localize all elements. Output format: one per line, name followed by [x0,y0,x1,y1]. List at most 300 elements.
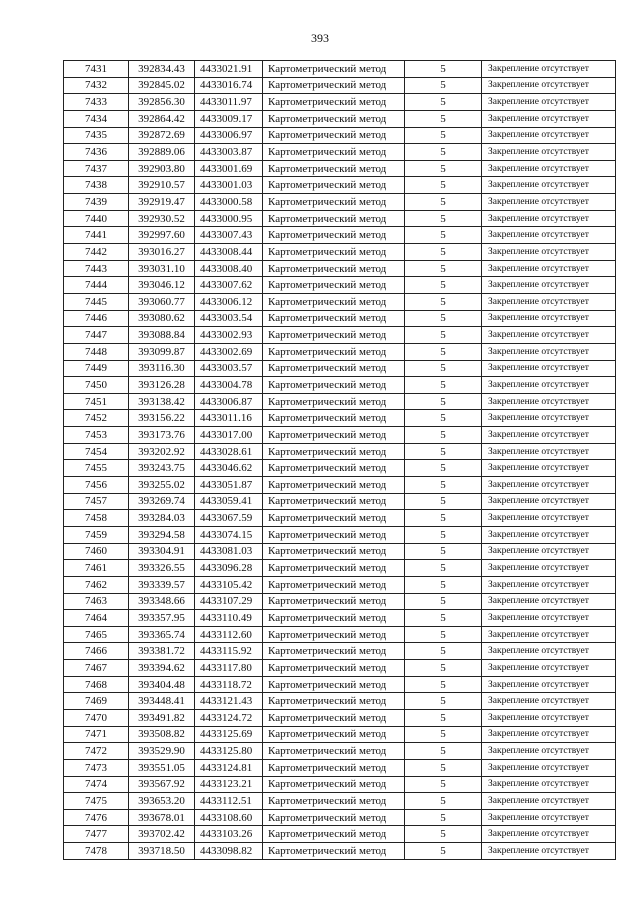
point-number-cell: 7466 [64,643,129,660]
x-coordinate-cell: 393060.77 [129,293,195,310]
method-cell: Картометрический метод [263,610,405,627]
method-cell: Картометрический метод [263,427,405,444]
point-number-cell: 7462 [64,576,129,593]
x-coordinate-cell: 393031.10 [129,260,195,277]
method-cell: Картометрический метод [263,709,405,726]
x-coordinate-cell: 392856.30 [129,94,195,111]
point-number-cell: 7475 [64,793,129,810]
fixation-cell: Закрепление отсутствует [482,410,616,427]
x-coordinate-cell: 393551.05 [129,759,195,776]
x-coordinate-cell: 392930.52 [129,210,195,227]
accuracy-cell: 5 [405,776,482,793]
y-coordinate-cell: 4433006.97 [195,127,263,144]
method-cell: Картометрический метод [263,477,405,494]
y-coordinate-cell: 4433124.72 [195,709,263,726]
x-coordinate-cell: 393156.22 [129,410,195,427]
point-number-cell: 7457 [64,493,129,510]
x-coordinate-cell: 393116.30 [129,360,195,377]
point-number-cell: 7477 [64,826,129,843]
point-number-cell: 7432 [64,77,129,94]
fixation-cell: Закрепление отсутствует [482,177,616,194]
y-coordinate-cell: 4433108.60 [195,809,263,826]
accuracy-cell: 5 [405,809,482,826]
y-coordinate-cell: 4433103.26 [195,826,263,843]
x-coordinate-cell: 393394.62 [129,660,195,677]
point-number-cell: 7472 [64,743,129,760]
accuracy-cell: 5 [405,393,482,410]
accuracy-cell: 5 [405,310,482,327]
point-number-cell: 7463 [64,593,129,610]
y-coordinate-cell: 4433004.78 [195,377,263,394]
table-row [64,77,616,94]
accuracy-cell: 5 [405,643,482,660]
point-number-cell: 7441 [64,227,129,244]
method-cell: Картометрический метод [263,110,405,127]
table-row [64,560,616,577]
y-coordinate-cell: 4433008.44 [195,244,263,261]
method-cell: Картометрический метод [263,393,405,410]
y-coordinate-cell: 4433112.51 [195,793,263,810]
point-number-cell: 7469 [64,693,129,710]
fixation-cell: Закрепление отсутствует [482,626,616,643]
point-number-cell: 7451 [64,393,129,410]
method-cell: Картометрический метод [263,360,405,377]
accuracy-cell: 5 [405,660,482,677]
method-cell: Картометрический метод [263,543,405,560]
y-coordinate-cell: 4433123.21 [195,776,263,793]
x-coordinate-cell: 393718.50 [129,843,195,860]
table-row [64,709,616,726]
point-number-cell: 7431 [64,61,129,78]
fixation-cell: Закрепление отсутствует [482,493,616,510]
accuracy-cell: 5 [405,194,482,211]
y-coordinate-cell: 4433028.61 [195,443,263,460]
method-cell: Картометрический метод [263,327,405,344]
accuracy-cell: 5 [405,793,482,810]
fixation-cell: Закрепление отсутствует [482,759,616,776]
accuracy-cell: 5 [405,244,482,261]
method-cell: Картометрический метод [263,77,405,94]
y-coordinate-cell: 4433118.72 [195,676,263,693]
x-coordinate-cell: 392889.06 [129,144,195,161]
fixation-cell: Закрепление отсутствует [482,343,616,360]
x-coordinate-cell: 393381.72 [129,643,195,660]
table-row [64,793,616,810]
accuracy-cell: 5 [405,610,482,627]
point-number-cell: 7440 [64,210,129,227]
method-cell: Картометрический метод [263,776,405,793]
point-number-cell: 7453 [64,427,129,444]
method-cell: Картометрический метод [263,443,405,460]
y-coordinate-cell: 4433008.40 [195,260,263,277]
point-number-cell: 7476 [64,809,129,826]
fixation-cell: Закрепление отсутствует [482,593,616,610]
y-coordinate-cell: 4433021.91 [195,61,263,78]
y-coordinate-cell: 4433059.41 [195,493,263,510]
x-coordinate-cell: 393080.62 [129,310,195,327]
table-row [64,277,616,294]
y-coordinate-cell: 4433016.74 [195,77,263,94]
accuracy-cell: 5 [405,726,482,743]
method-cell: Картометрический метод [263,726,405,743]
fixation-cell: Закрепление отсутствует [482,660,616,677]
table-row [64,759,616,776]
y-coordinate-cell: 4433007.43 [195,227,263,244]
x-coordinate-cell: 393269.74 [129,493,195,510]
table-row [64,610,616,627]
fixation-cell: Закрепление отсутствует [482,793,616,810]
point-number-cell: 7433 [64,94,129,111]
method-cell: Картометрический метод [263,343,405,360]
accuracy-cell: 5 [405,377,482,394]
fixation-cell: Закрепление отсутствует [482,543,616,560]
point-number-cell: 7452 [64,410,129,427]
y-coordinate-cell: 4433000.95 [195,210,263,227]
fixation-cell: Закрепление отсутствует [482,460,616,477]
x-coordinate-cell: 393448.41 [129,693,195,710]
y-coordinate-cell: 4433001.69 [195,160,263,177]
accuracy-cell: 5 [405,510,482,527]
table-row [64,244,616,261]
method-cell: Картометрический метод [263,194,405,211]
fixation-cell: Закрепление отсутствует [482,377,616,394]
table-row [64,843,616,860]
method-cell: Картометрический метод [263,676,405,693]
x-coordinate-cell: 393404.48 [129,676,195,693]
point-number-cell: 7445 [64,293,129,310]
x-coordinate-cell: 392872.69 [129,127,195,144]
accuracy-cell: 5 [405,493,482,510]
table-row [64,477,616,494]
fixation-cell: Закрепление отсутствует [482,709,616,726]
accuracy-cell: 5 [405,277,482,294]
table-row [64,443,616,460]
accuracy-cell: 5 [405,410,482,427]
method-cell: Картометрический метод [263,493,405,510]
accuracy-cell: 5 [405,327,482,344]
x-coordinate-cell: 393702.42 [129,826,195,843]
table-row [64,626,616,643]
table-row [64,493,616,510]
y-coordinate-cell: 4433081.03 [195,543,263,560]
x-coordinate-cell: 392910.57 [129,177,195,194]
point-number-cell: 7435 [64,127,129,144]
accuracy-cell: 5 [405,759,482,776]
fixation-cell: Закрепление отсутствует [482,743,616,760]
point-number-cell: 7461 [64,560,129,577]
method-cell: Картометрический метод [263,593,405,610]
accuracy-cell: 5 [405,526,482,543]
method-cell: Картометрический метод [263,826,405,843]
accuracy-cell: 5 [405,61,482,78]
fixation-cell: Закрепление отсутствует [482,160,616,177]
table-row [64,427,616,444]
accuracy-cell: 5 [405,293,482,310]
point-number-cell: 7460 [64,543,129,560]
accuracy-cell: 5 [405,626,482,643]
accuracy-cell: 5 [405,210,482,227]
table-row [64,343,616,360]
table-row [64,826,616,843]
accuracy-cell: 5 [405,576,482,593]
fixation-cell: Закрепление отсутствует [482,393,616,410]
fixation-cell: Закрепление отсутствует [482,194,616,211]
point-number-cell: 7456 [64,477,129,494]
method-cell: Картометрический метод [263,410,405,427]
point-number-cell: 7444 [64,277,129,294]
x-coordinate-cell: 392919.47 [129,194,195,211]
accuracy-cell: 5 [405,443,482,460]
fixation-cell: Закрепление отсутствует [482,293,616,310]
accuracy-cell: 5 [405,360,482,377]
method-cell: Картометрический метод [263,127,405,144]
y-coordinate-cell: 4433001.03 [195,177,263,194]
x-coordinate-cell: 393046.12 [129,277,195,294]
table-row [64,693,616,710]
x-coordinate-cell: 393243.75 [129,460,195,477]
x-coordinate-cell: 393088.84 [129,327,195,344]
table-row [64,194,616,211]
point-number-cell: 7442 [64,244,129,261]
point-number-cell: 7473 [64,759,129,776]
fixation-cell: Закрепление отсутствует [482,477,616,494]
point-number-cell: 7455 [64,460,129,477]
fixation-cell: Закрепление отсутствует [482,94,616,111]
fixation-cell: Закрепление отсутствует [482,110,616,127]
y-coordinate-cell: 4433112.60 [195,626,263,643]
point-number-cell: 7471 [64,726,129,743]
accuracy-cell: 5 [405,593,482,610]
accuracy-cell: 5 [405,477,482,494]
point-number-cell: 7448 [64,343,129,360]
accuracy-cell: 5 [405,676,482,693]
table-row [64,360,616,377]
table-row [64,144,616,161]
y-coordinate-cell: 4433124.81 [195,759,263,776]
y-coordinate-cell: 4433006.87 [195,393,263,410]
accuracy-cell: 5 [405,227,482,244]
point-number-cell: 7437 [64,160,129,177]
y-coordinate-cell: 4433017.00 [195,427,263,444]
coordinates-table-body [64,61,616,860]
method-cell: Картометрический метод [263,510,405,527]
point-number-cell: 7434 [64,110,129,127]
x-coordinate-cell: 393348.66 [129,593,195,610]
point-number-cell: 7438 [64,177,129,194]
x-coordinate-cell: 392845.02 [129,77,195,94]
method-cell: Картометрический метод [263,310,405,327]
y-coordinate-cell: 4433125.80 [195,743,263,760]
y-coordinate-cell: 4433074.15 [195,526,263,543]
fixation-cell: Закрепление отсутствует [482,776,616,793]
fixation-cell: Закрепление отсутствует [482,244,616,261]
y-coordinate-cell: 4433009.17 [195,110,263,127]
fixation-cell: Закрепление отсутствует [482,643,616,660]
table-row [64,377,616,394]
accuracy-cell: 5 [405,709,482,726]
accuracy-cell: 5 [405,177,482,194]
y-coordinate-cell: 4433115.92 [195,643,263,660]
point-number-cell: 7474 [64,776,129,793]
x-coordinate-cell: 393567.92 [129,776,195,793]
point-number-cell: 7470 [64,709,129,726]
y-coordinate-cell: 4433098.82 [195,843,263,860]
method-cell: Картометрический метод [263,177,405,194]
x-coordinate-cell: 393339.57 [129,576,195,593]
method-cell: Картометрический метод [263,210,405,227]
table-row [64,110,616,127]
x-coordinate-cell: 392834.43 [129,61,195,78]
x-coordinate-cell: 392864.42 [129,110,195,127]
y-coordinate-cell: 4433117.80 [195,660,263,677]
x-coordinate-cell: 393173.76 [129,427,195,444]
method-cell: Картометрический метод [263,759,405,776]
x-coordinate-cell: 393365.74 [129,626,195,643]
point-number-cell: 7449 [64,360,129,377]
fixation-cell: Закрепление отсутствует [482,726,616,743]
accuracy-cell: 5 [405,127,482,144]
accuracy-cell: 5 [405,843,482,860]
accuracy-cell: 5 [405,110,482,127]
method-cell: Картометрический метод [263,94,405,111]
point-number-cell: 7443 [64,260,129,277]
accuracy-cell: 5 [405,543,482,560]
accuracy-cell: 5 [405,693,482,710]
method-cell: Картометрический метод [263,61,405,78]
table-row [64,210,616,227]
x-coordinate-cell: 393529.90 [129,743,195,760]
method-cell: Картометрический метод [263,377,405,394]
table-row [64,160,616,177]
point-number-cell: 7446 [64,310,129,327]
table-row [64,393,616,410]
x-coordinate-cell: 393508.82 [129,726,195,743]
fixation-cell: Закрепление отсутствует [482,510,616,527]
accuracy-cell: 5 [405,560,482,577]
point-number-cell: 7439 [64,194,129,211]
table-row [64,460,616,477]
point-number-cell: 7468 [64,676,129,693]
fixation-cell: Закрепление отсутствует [482,676,616,693]
fixation-cell: Закрепление отсутствует [482,310,616,327]
x-coordinate-cell: 393284.03 [129,510,195,527]
method-cell: Картометрический метод [263,260,405,277]
method-cell: Картометрический метод [263,576,405,593]
method-cell: Картометрический метод [263,460,405,477]
method-cell: Картометрический метод [263,793,405,810]
y-coordinate-cell: 4433107.29 [195,593,263,610]
x-coordinate-cell: 393326.55 [129,560,195,577]
table-row [64,227,616,244]
table-row [64,327,616,344]
table-row [64,61,616,78]
table-row [64,293,616,310]
fixation-cell: Закрепление отсутствует [482,560,616,577]
point-number-cell: 7467 [64,660,129,677]
x-coordinate-cell: 393491.82 [129,709,195,726]
table-row [64,177,616,194]
table-row [64,743,616,760]
method-cell: Картометрический метод [263,244,405,261]
fixation-cell: Закрепление отсутствует [482,809,616,826]
table-row [64,310,616,327]
method-cell: Картометрический метод [263,743,405,760]
fixation-cell: Закрепление отсутствует [482,277,616,294]
method-cell: Картометрический метод [263,843,405,860]
fixation-cell: Закрепление отсутствует [482,61,616,78]
point-number-cell: 7464 [64,610,129,627]
fixation-cell: Закрепление отсутствует [482,227,616,244]
x-coordinate-cell: 393138.42 [129,393,195,410]
method-cell: Картометрический метод [263,277,405,294]
accuracy-cell: 5 [405,94,482,111]
page-number: 393 [311,31,329,45]
point-number-cell: 7450 [64,377,129,394]
fixation-cell: Закрепление отсутствует [482,526,616,543]
y-coordinate-cell: 4433110.49 [195,610,263,627]
coordinates-table [63,60,616,860]
method-cell: Картометрический метод [263,160,405,177]
table-row [64,809,616,826]
accuracy-cell: 5 [405,826,482,843]
y-coordinate-cell: 4433006.12 [195,293,263,310]
y-coordinate-cell: 4433046.62 [195,460,263,477]
accuracy-cell: 5 [405,427,482,444]
accuracy-cell: 5 [405,160,482,177]
y-coordinate-cell: 4433000.58 [195,194,263,211]
x-coordinate-cell: 393294.58 [129,526,195,543]
point-number-cell: 7478 [64,843,129,860]
y-coordinate-cell: 4433003.87 [195,144,263,161]
x-coordinate-cell: 393099.87 [129,343,195,360]
accuracy-cell: 5 [405,144,482,161]
fixation-cell: Закрепление отсутствует [482,576,616,593]
x-coordinate-cell: 393357.95 [129,610,195,627]
fixation-cell: Закрепление отсутствует [482,127,616,144]
method-cell: Картометрический метод [263,144,405,161]
fixation-cell: Закрепление отсутствует [482,77,616,94]
y-coordinate-cell: 4433051.87 [195,477,263,494]
accuracy-cell: 5 [405,77,482,94]
point-number-cell: 7458 [64,510,129,527]
accuracy-cell: 5 [405,460,482,477]
method-cell: Картометрический метод [263,809,405,826]
x-coordinate-cell: 393653.20 [129,793,195,810]
method-cell: Картометрический метод [263,293,405,310]
table-row [64,676,616,693]
method-cell: Картометрический метод [263,626,405,643]
method-cell: Картометрический метод [263,227,405,244]
y-coordinate-cell: 4433002.93 [195,327,263,344]
method-cell: Картометрический метод [263,693,405,710]
point-number-cell: 7436 [64,144,129,161]
x-coordinate-cell: 392903.80 [129,160,195,177]
point-number-cell: 7454 [64,443,129,460]
table-row [64,576,616,593]
fixation-cell: Закрепление отсутствует [482,610,616,627]
table-row [64,260,616,277]
method-cell: Картометрический метод [263,560,405,577]
y-coordinate-cell: 4433096.28 [195,560,263,577]
table-row [64,94,616,111]
fixation-cell: Закрепление отсутствует [482,360,616,377]
table-row [64,643,616,660]
method-cell: Картометрический метод [263,526,405,543]
fixation-cell: Закрепление отсутствует [482,260,616,277]
point-number-cell: 7447 [64,327,129,344]
x-coordinate-cell: 393016.27 [129,244,195,261]
table-row [64,660,616,677]
